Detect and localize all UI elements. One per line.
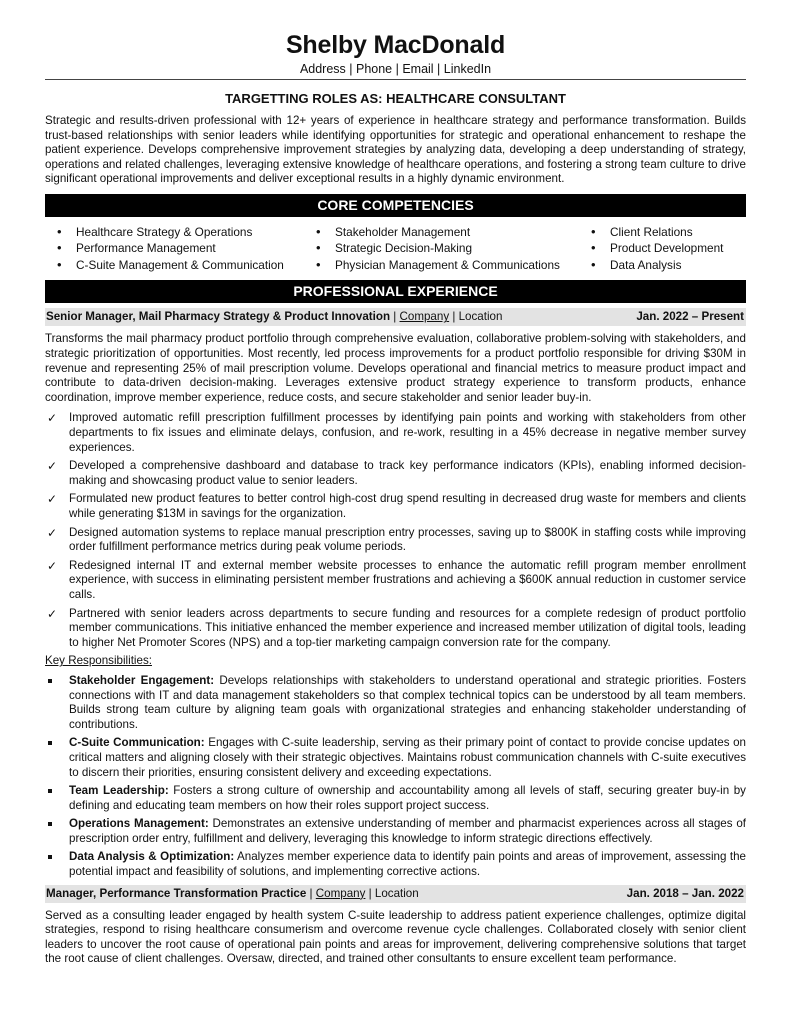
square-bullet-icon — [48, 679, 52, 683]
job-location: Location — [374, 886, 419, 900]
candidate-name: Shelby MacDonald — [285, 31, 506, 59]
job-location: Location — [458, 310, 503, 324]
achievement-item — [45, 526, 746, 555]
achievement-text: Designed automation systems to replace manual prescription entry processes, saving up to $800K in staffing costs while improving order fulfillment performance metrics during peak volume periods. — [69, 525, 746, 554]
job-title-line — [46, 308, 502, 326]
checkmark-icon: ✓ — [47, 558, 58, 573]
competency-item: • Healthcare Strategy & Operations — [53, 224, 312, 241]
professional-summary: Strategic and results-driven professional with 12+ years of experience in healthcare strategy and performance transformation. Builds trust-based relationships with senior leaders while identifying opportunities for strategic and operational enhancement to reshape the patient experience. Develops comprehensive improvement strategies by analyzing data, developing a deep understanding of strategy, operations and related challenges, leveraging extensive knowledge of healthcare operations, and fostering a strong team culture to drive significant operational improvements and deliver exceptional results in a highly dynamic environment. — [45, 114, 746, 186]
responsibility-label: C-Suite Communication: — [69, 736, 205, 750]
competencies-column-1 — [53, 224, 312, 274]
competencies-column-3 — [587, 224, 737, 274]
responsibility-text: Demonstrates an extensive understanding of member and pharmacist experiences across all stages of prescription order entry, fulfillment and delivery, leveraging this knowledge to inform strategic directions effectively. — [69, 817, 746, 845]
core-competencies-heading: CORE COMPETENCIES — [45, 194, 746, 217]
achievement-text: Partnered with senior leaders across departments to secure funding and resources for a complete redesign of product portfolio member communications. This initiative enhanced the member experience and increased member utilization of digital tools, leading to higher Net Promoter Scores (NPS) and a top-tier marketing campaign conversion rate for the company. — [69, 606, 746, 649]
competency-item: • C-Suite Management & Communication — [53, 257, 312, 274]
job-dates: Jan. 2018 – Jan. 2022 — [626, 886, 744, 900]
achievements-list — [45, 411, 746, 650]
job-title: Manager, Performance Transformation Practice — [46, 886, 307, 900]
separator: | — [390, 310, 400, 324]
checkmark-icon: ✓ — [47, 459, 58, 474]
checkmark-icon: ✓ — [47, 525, 58, 540]
competency-item: • Stakeholder Management — [312, 224, 587, 241]
competency-item: • Data Analysis — [587, 257, 737, 274]
responsibility-text: Fosters a strong culture of ownership and accountability among all levels of staff, securing greater buy-in by defining and educating team members on how their roles support project success. — [69, 784, 746, 812]
checkmark-icon: ✓ — [47, 606, 58, 621]
contact-line: Address | Phone | Email | LinkedIn — [299, 62, 492, 76]
responsibility-label: Operations Management: — [69, 817, 209, 831]
job-summary: Transforms the mail pharmacy product portfolio through comprehensive evaluation, collaborative problem-solving with stakeholders, and strategic prioritization of opportunities. Most recently, led process improvements for a product portfolio responsible for driving $30M in revenue and representing 25% of mail prescription volume. Develops operational and financial metrics to measure product impact and contribute to data-driven decision-making. Leverages extensive product strategy experience to transform products, enhance coordination, improve member experience, reduce costs, and secure stakeholder and senior leader buy-in. — [45, 332, 746, 404]
achievement-text: Improved automatic refill prescription fulfillment processes by identifying pain points and working with stakeholders from other departments to fix issues and eliminate delays, confusion, and re-work, resulting in a 45% decrease in negative member survey experiences. — [69, 411, 746, 454]
job-summary: Served as a consulting leader engaged by health system C-suite leadership to address patient experience challenges, optimize digital strategies, respond to rising healthcare consumerism and overcome revenue cycle challenges. Collaborated closely with senior client leaders to uncover the root cause of operational pain points and areas for improvement, delivering comprehensive solutions that target the root cause of client challenges. Oversaw, directed, and trained other consultants to ensure excellent team performance. — [45, 908, 746, 966]
checkmark-icon: ✓ — [47, 411, 58, 426]
company-name: Company — [399, 310, 450, 324]
key-responsibilities-heading: Key Responsibilities: — [45, 654, 152, 668]
job-header-2 — [45, 885, 746, 903]
company-name: Company — [315, 886, 366, 900]
achievement-item — [45, 607, 746, 651]
competency-item: • Product Development — [587, 240, 737, 257]
separator: | — [306, 886, 316, 900]
separator: | — [365, 886, 375, 900]
achievement-item — [45, 492, 746, 521]
header-divider — [45, 79, 746, 80]
square-bullet-icon — [48, 822, 52, 826]
competency-item: • Physician Management & Communications — [312, 257, 587, 274]
competencies-column-2 — [312, 224, 587, 274]
separator: | — [449, 310, 459, 324]
job-header-1 — [45, 308, 746, 326]
responsibility-item — [45, 736, 746, 780]
responsibility-item — [45, 850, 746, 879]
responsibility-label: Team Leadership: — [69, 784, 169, 798]
responsibility-item — [45, 784, 746, 813]
responsibilities-list — [45, 674, 746, 880]
job-title: Senior Manager, Mail Pharmacy Strategy & Product Innovation — [46, 310, 391, 324]
professional-experience-heading: PROFESSIONAL EXPERIENCE — [45, 280, 746, 303]
square-bullet-icon — [48, 789, 52, 793]
achievement-item — [45, 459, 746, 488]
achievement-item — [45, 559, 746, 603]
target-role-heading: TARGETTING ROLES AS: HEALTHCARE CONSULTANT — [225, 91, 566, 106]
competency-item: • Strategic Decision-Making — [312, 240, 587, 257]
achievement-item — [45, 411, 746, 455]
responsibility-label: Data Analysis & Optimization: — [69, 850, 235, 864]
responsibility-label: Stakeholder Engagement: — [69, 673, 215, 687]
square-bullet-icon — [48, 741, 52, 745]
achievement-text: Redesigned internal IT and external member website processes to enhance the automatic refill program member enrollment experience, with success in eliminating persistent member frustrations and achieving a $600K annual reduction in customer service calls. — [69, 558, 746, 601]
responsibility-item — [45, 674, 746, 732]
competencies-grid — [45, 224, 746, 274]
square-bullet-icon — [48, 855, 52, 859]
achievement-text: Developed a comprehensive dashboard and database to track key performance indicators (KPIs), enabling informed decision-making and showcasing product value to senior leaders. — [69, 459, 746, 487]
job-title-line — [46, 885, 419, 903]
responsibility-text: Engages with C-suite leadership, serving as their primary point of contact to provide concise updates on critical matters and aligning closely with their strategic objectives. Maintains robust communication channels with C-suite executives to discern their priorities, ensuring consistent delivery and exceeding expectations. — [69, 736, 746, 779]
responsibility-text: Analyzes member experience data to identify pain points and areas of improvement, assessing the potential impact and feasibility of solutions, and implementing corrective actions. — [69, 850, 746, 879]
achievement-text: Formulated new product features to better control high-cost drug spend resulting in decreased drug waste for members and clients while generating $13M in savings for the organization. — [69, 492, 746, 520]
job-dates: Jan. 2022 – Present — [636, 310, 744, 324]
responsibility-item — [45, 817, 746, 846]
responsibility-text: Develops relationships with stakeholders to understand operational and strategic priorities. Fosters connections with IT and data management stakeholders so that complex technical topics can be understood by all team members. Builds strong team culture by aligning team goals with organizational strategies and enhancing stakeholder understanding of contributions. — [69, 673, 746, 731]
competency-item: • Client Relations — [587, 224, 737, 241]
checkmark-icon: ✓ — [47, 492, 58, 507]
competency-item: • Performance Management — [53, 240, 312, 257]
